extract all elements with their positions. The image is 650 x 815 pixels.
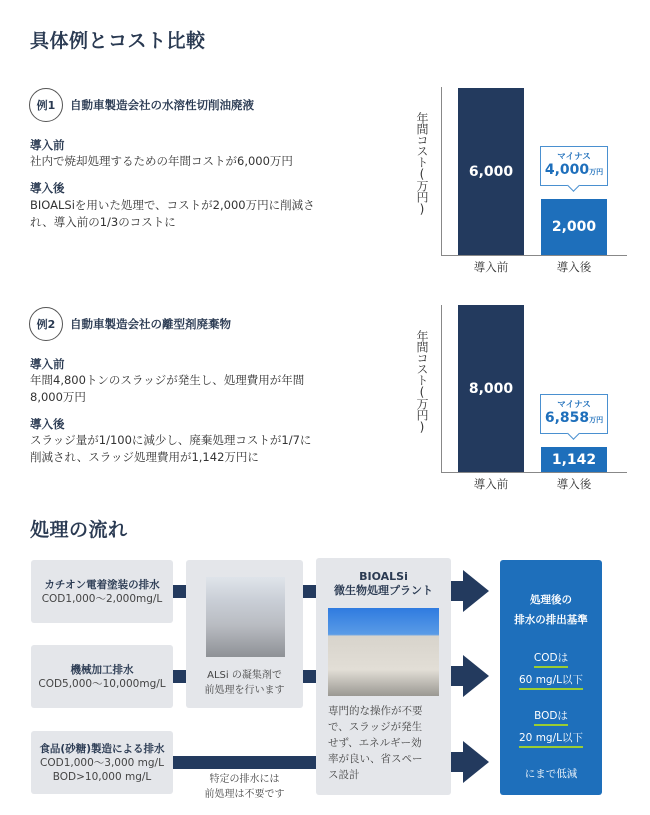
after-label: 導入後 [30,417,65,431]
before-label: 導入前 [30,357,65,371]
bar-after: 2,000 [541,199,607,255]
page-title: 具体例とコスト比較 [30,30,206,52]
y-axis [441,87,442,256]
connector [173,585,186,598]
arrow-right-icon [463,570,489,612]
arrow-stem [451,666,463,686]
bar-before: 8,000 [458,305,524,472]
arrow-stem [451,752,463,772]
after-text-line2: 削減され、スラッジ処理費用が1,142万円に [30,450,259,464]
x-tick-before: 導入前 [473,477,509,491]
pretreatment-text: ALSi の凝集剤で 前処理を行います [204,670,285,696]
connector [303,670,316,683]
before-text: 社内で焼却処理するための年間コストが6,000万円 [30,154,293,168]
reduction-callout: マイナス 4,000万円 [540,146,608,186]
bypass-connector [173,756,316,769]
connector [173,670,186,683]
discharge-standard-box [500,560,602,795]
after-text-line1: BIOALSiを用いた処理で、コストが2,000万円に削減さ [30,198,315,212]
result-footer: にまで低減 [524,768,578,780]
source-box-food: 食品(砂糖)製造による排水 COD1,000〜3,000 mg/L BOD>10,000 mg/L [31,731,173,794]
plant-photo [328,608,439,696]
bar-before: 6,000 [458,88,524,255]
pretreatment-photo [206,577,285,657]
bod-standard: BODは 20 mg/L以下 [500,704,602,748]
plant-box [316,558,451,795]
y-axis-label: 年間コスト(万円) [415,112,429,215]
y-axis [441,305,442,473]
arrow-right-icon [463,655,489,697]
after-label: 導入後 [30,181,65,195]
before-label: 導入前 [30,138,65,152]
example-badge: 例2 [29,307,63,341]
arrow-stem [451,581,463,601]
plant-description: 専門的な操作が不要 で、スラッジが発生 せず、エネルギー効 率が良い、省スペー ス設計 [328,705,423,781]
source-box-machining: 機械加工排水 COD5,000〜10,000mg/L [31,645,173,708]
arrow-right-icon [463,741,489,783]
source-box-cation: カチオン電着塗装の排水 COD1,000〜2,000mg/L [31,560,173,623]
x-tick-before: 導入前 [473,260,509,274]
x-axis [441,255,627,256]
example-badge: 例1 [29,88,63,122]
result-heading: 処理後の 排水の排出基準 [514,594,588,626]
plant-title: BIOALSi 微生物処理プラント [334,570,433,597]
after-text-line2: れ、導入前の1/3のコストに [30,215,176,229]
x-tick-after: 導入後 [556,260,592,274]
before-text-line2: 8,000万円 [30,390,86,404]
example-title: 自動車製造会社の水溶性切削油廃液 [70,98,254,112]
connector [303,585,316,598]
after-text-line1: スラッジ量が1/100に減少し、廃棄処理コストが1/7に [30,433,312,447]
x-axis [441,472,627,473]
y-axis-label: 年間コスト(万円) [415,330,429,433]
before-text-line1: 年間4,800トンのスラッジが発生し、処理費用が年間 [30,373,305,387]
pretreatment-box [186,560,303,708]
x-tick-after: 導入後 [556,477,592,491]
bypass-note: 特定の排水には 前処理は不要です [204,774,285,800]
bar-after: 1,142 [541,447,607,472]
cod-standard: CODは 60 mg/L以下 [500,646,602,690]
example-title: 自動車製造会社の離型剤廃棄物 [70,317,231,331]
reduction-callout: マイナス 6,858万円 [540,394,608,434]
section-title: 処理の流れ [30,519,128,541]
